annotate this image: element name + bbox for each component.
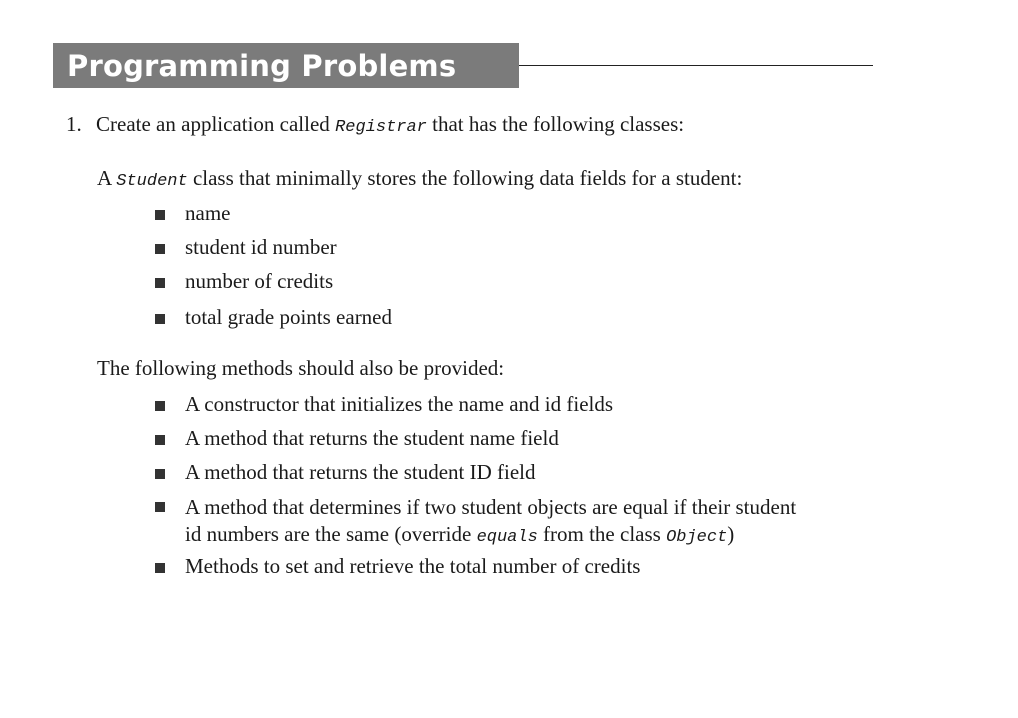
data-fields-list xyxy=(155,201,392,339)
list-item xyxy=(155,269,392,305)
problem-number: 1. xyxy=(66,112,82,136)
field-id-number: student id number xyxy=(185,235,337,259)
equals-code: equals xyxy=(476,528,538,547)
student-code: Student xyxy=(116,172,188,191)
methods-lead: The following methods should also be provided: xyxy=(97,356,505,380)
student-lead-before: A xyxy=(97,166,117,190)
problem-intro-after: that has the following classes: xyxy=(426,112,685,136)
square-bullet-icon xyxy=(155,563,165,573)
student-class-lead xyxy=(97,166,742,191)
section-header xyxy=(53,43,519,88)
square-bullet-icon xyxy=(155,244,165,254)
square-bullet-icon xyxy=(155,469,165,479)
section-title: Programming Problems xyxy=(67,48,457,83)
square-bullet-icon xyxy=(155,435,165,445)
method-equals-line2-before: id numbers are the same (override xyxy=(185,522,477,546)
square-bullet-icon xyxy=(155,502,165,512)
list-item xyxy=(155,201,392,235)
list-item xyxy=(155,392,796,426)
registrar-code: Registrar xyxy=(335,118,427,137)
square-bullet-icon xyxy=(155,314,165,324)
list-item xyxy=(155,494,796,554)
method-id-getter: A method that returns the student ID field xyxy=(185,460,536,484)
field-grade-points: total grade points earned xyxy=(185,305,393,329)
list-item xyxy=(155,426,796,460)
method-equals-line2-after: ) xyxy=(727,522,735,546)
square-bullet-icon xyxy=(155,278,165,288)
object-code: Object xyxy=(666,528,728,547)
list-item xyxy=(155,554,796,588)
list-item xyxy=(155,305,392,339)
problem-intro-before: Create an application called xyxy=(96,112,336,136)
methods-list xyxy=(155,392,796,588)
method-equals-line2-mid: from the class xyxy=(537,522,667,546)
student-lead-after: class that minimally stores the following data fields for a student: xyxy=(187,166,743,190)
field-name: name xyxy=(185,201,231,225)
method-name-getter: A method that returns the student name field xyxy=(185,426,559,450)
method-equals-line1: A method that determines if two student objects are equal if their student xyxy=(185,495,797,519)
list-item xyxy=(155,235,392,269)
method-constructor: A constructor that initializes the name and id fields xyxy=(185,392,614,416)
square-bullet-icon xyxy=(155,210,165,220)
square-bullet-icon xyxy=(155,401,165,411)
method-credits-accessors: Methods to set and retrieve the total number of credits xyxy=(185,554,641,578)
header-divider xyxy=(519,65,873,66)
field-credits: number of credits xyxy=(185,269,334,293)
problem-statement xyxy=(66,112,684,137)
list-item xyxy=(155,460,796,494)
